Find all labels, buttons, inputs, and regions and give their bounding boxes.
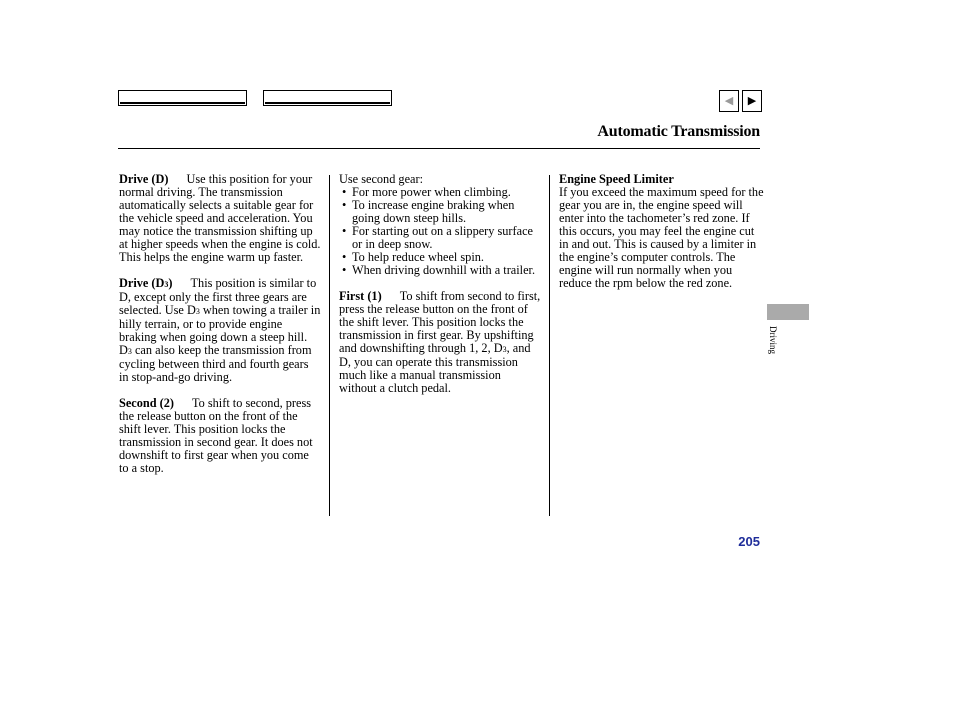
list-item: • For starting out on a slippery surface or in deep snow.	[339, 225, 541, 251]
page-title: Automatic Transmission	[597, 123, 760, 140]
first-text: To shift from second to first, press the release button on the front of the shift lever. This position locks the transmission in first gear. By upshifting and downshifting through 1, 2, D3, and D, you can operate this transmission much like a manual transmission without a clutch pedal.	[339, 289, 541, 395]
column-divider-2	[549, 175, 550, 516]
list-item: • To help reduce wheel spin.	[339, 251, 541, 264]
column-1	[119, 173, 321, 488]
engine-speed-limiter-text: If you exceed the maximum speed for the gear you are in, the engine speed will enter into the tachometer’s red zone. If this occurs, you may feel the engine cut in and out. This is caused by a limiter in the engine’s computer controls. The engine will run normally when you reduce the rpm below the red zone.	[559, 185, 764, 290]
page-number: 205	[738, 534, 760, 549]
second-gear-uses-list	[339, 186, 541, 277]
drive-d-paragraph	[119, 173, 321, 264]
nav-button-1[interactable]	[118, 90, 247, 106]
section-tab[interactable]	[767, 304, 809, 320]
column-2	[339, 173, 541, 408]
first-paragraph	[339, 290, 541, 395]
second-heading: Second (2)	[119, 396, 174, 410]
first-heading: First (1)	[339, 289, 382, 303]
list-item: • To increase engine braking when going down steep hills.	[339, 199, 541, 225]
drive-d-heading: Drive (D)	[119, 172, 169, 186]
nav-button-2[interactable]	[263, 90, 392, 106]
drive-d3-paragraph	[119, 277, 321, 384]
column-3	[559, 173, 765, 290]
list-item: • For more power when climbing.	[339, 186, 541, 199]
section-tab-label: Driving	[768, 326, 778, 354]
second-paragraph	[119, 397, 321, 475]
column-divider-1	[329, 175, 330, 516]
list-item: • When driving downhill with a trailer.	[339, 264, 541, 277]
engine-speed-limiter-heading: Engine Speed Limiter	[559, 172, 674, 186]
previous-page-arrow-icon[interactable]: ◀	[719, 90, 739, 112]
drive-d-text: Use this position for your normal driving. The transmission automatically selects a suitable gear for the vehicle speed and acceleration. You may notice the transmission shifting up at higher speeds when the engine is cold. This helps the engine warm up faster.	[119, 172, 321, 264]
next-page-arrow-icon[interactable]: ▶	[742, 90, 762, 112]
second-gear-intro: Use second gear:	[339, 172, 423, 186]
drive-d3-heading: Drive (D3)	[119, 276, 173, 290]
drive-d3-text: This position is similar to D, except only the first three gears are selected. Use D3 when towing a trailer in hilly terrain, or to provide engine braking when going down a steep hill. D3 can also keep the transmission from cycling between third and fourth gears in stop-and-go driving.	[119, 276, 321, 384]
second-text: To shift to second, press the release button on the front of the shift lever. This position locks the transmission in second gear. It does not downshift to first gear when you come to a stop.	[119, 396, 313, 475]
header-divider	[118, 148, 760, 149]
